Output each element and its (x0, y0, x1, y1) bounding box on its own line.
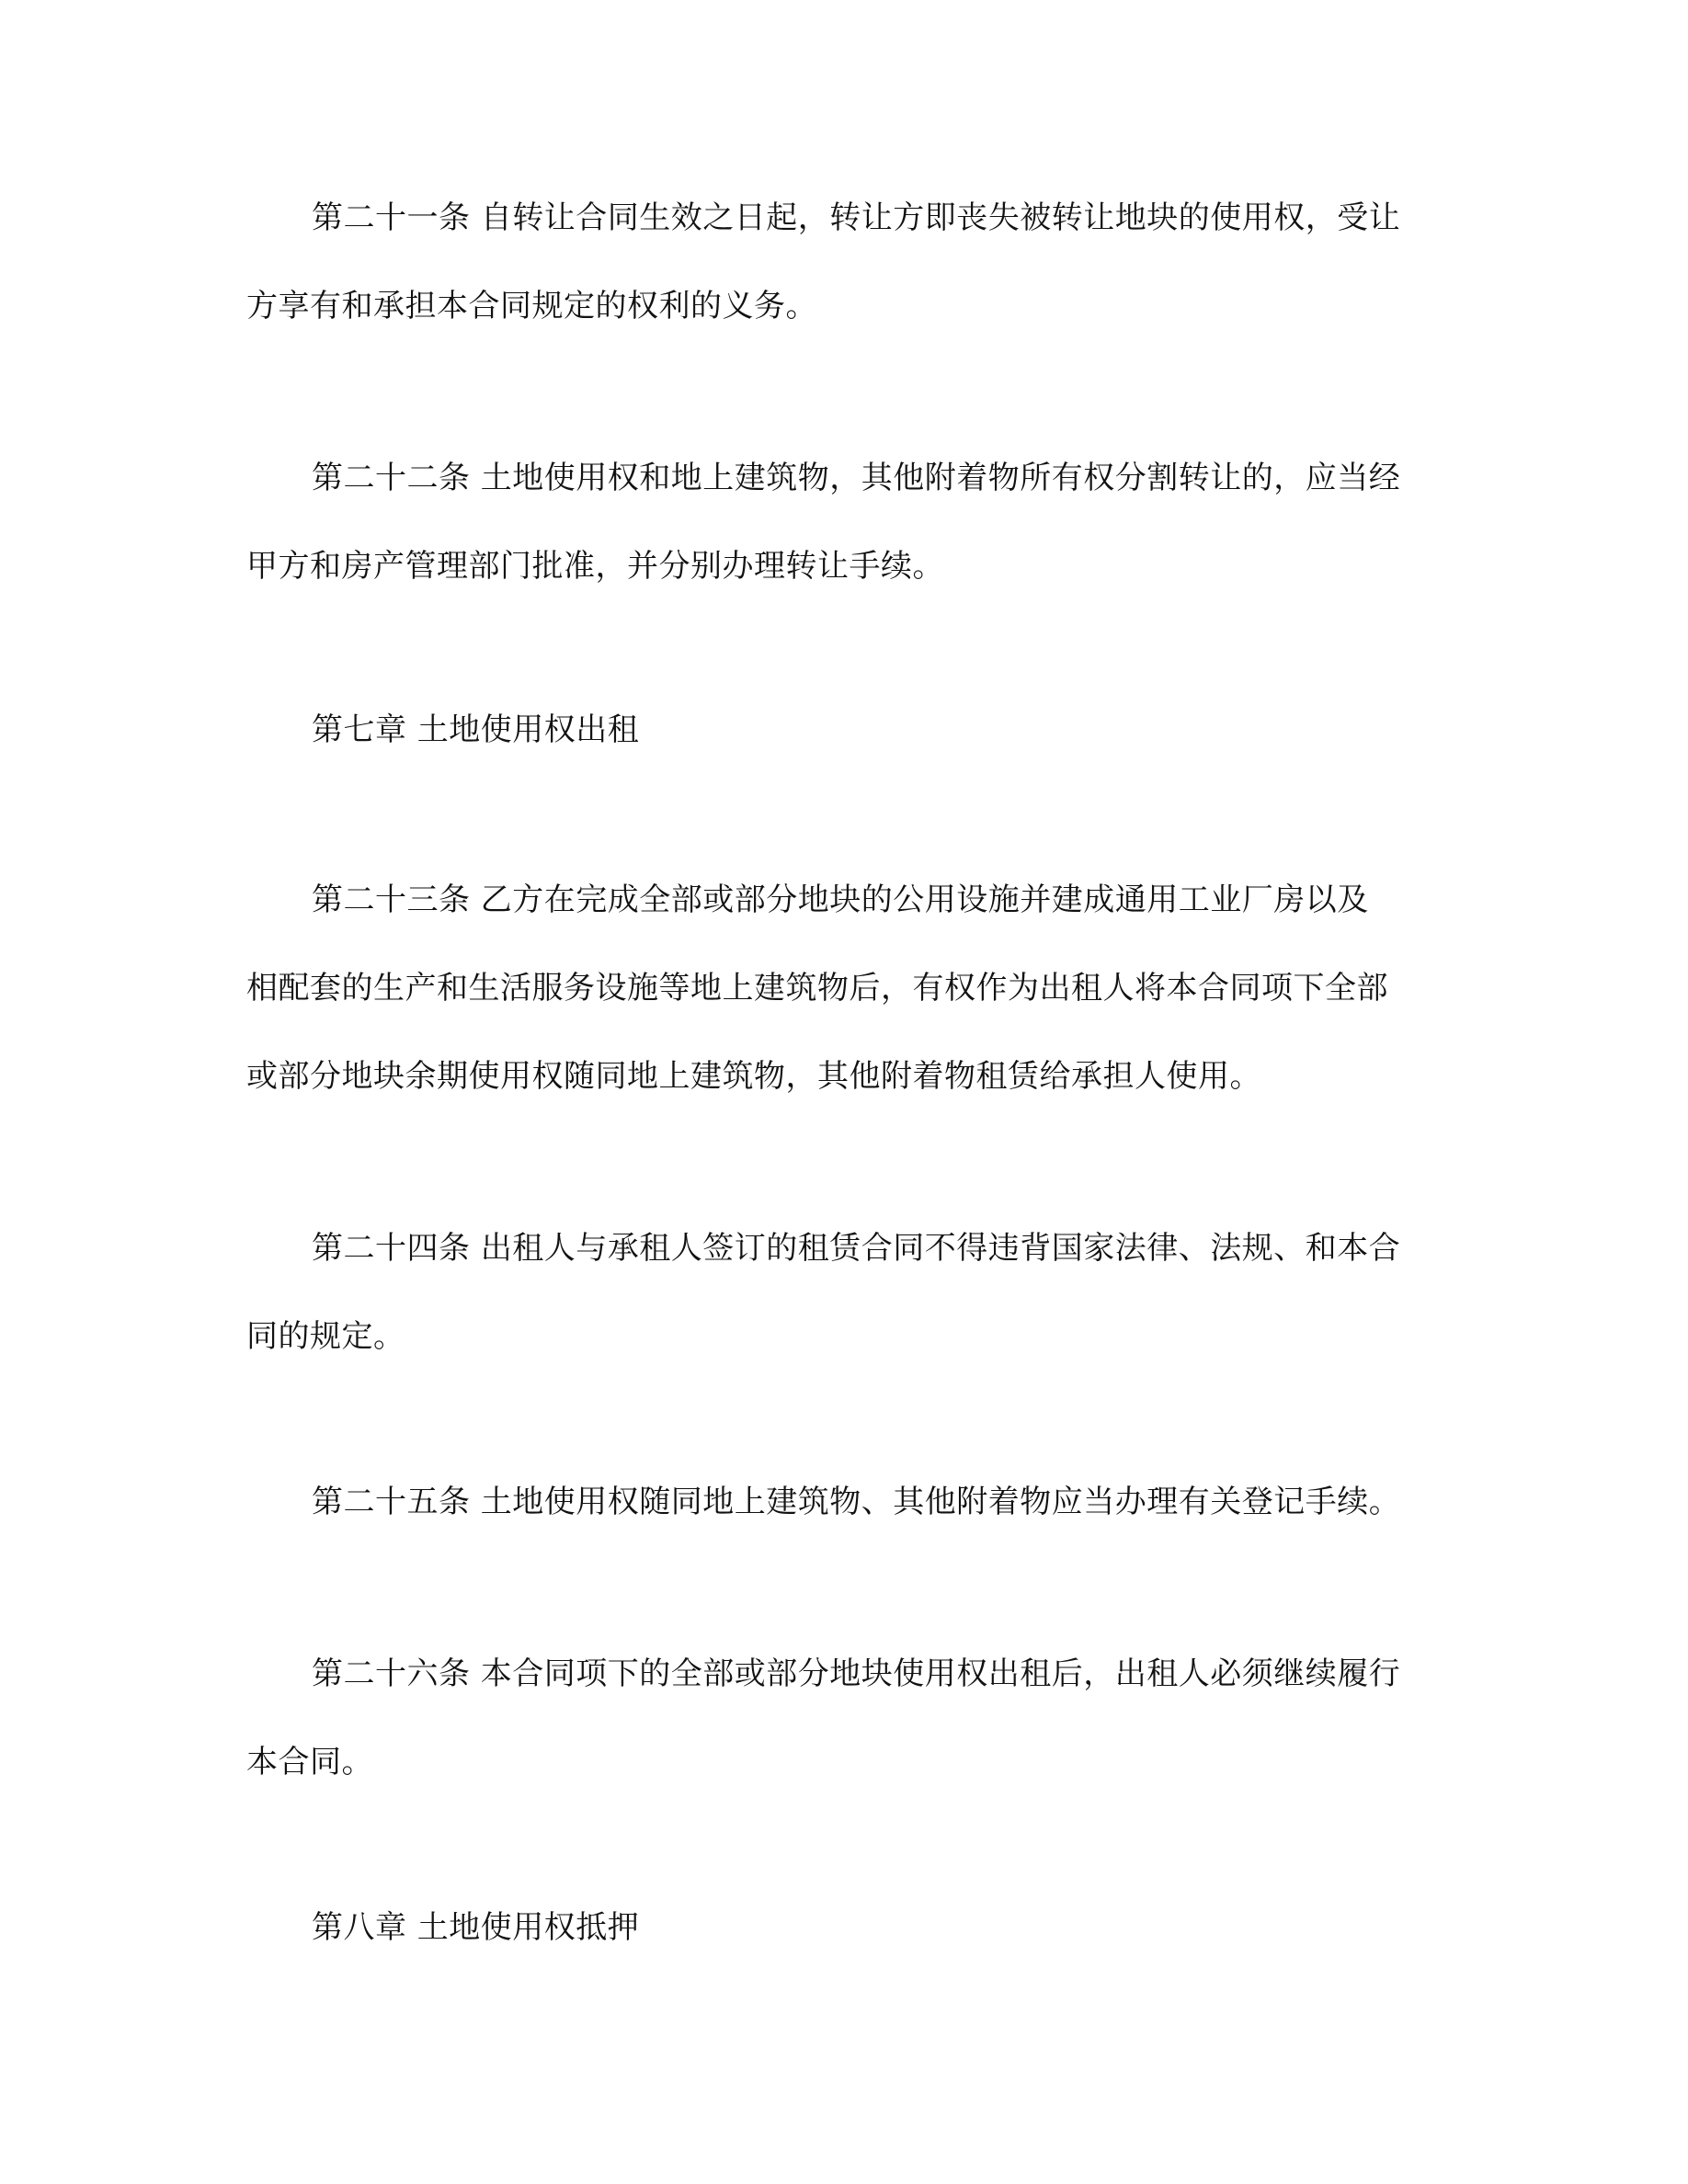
article-22-line-2: 甲方和房产管理部门批准，并分别办理转让手续。 (246, 548, 944, 585)
article-26-line-2: 本合同。 (246, 1744, 373, 1780)
article-23-line-3: 或部分地块余期使用权随同地上建筑物，其他附着物租赁给承担人使用。 (246, 1058, 1261, 1095)
article-22-line-1: 第二十二条 土地使用权和地上建筑物，其他附着物所有权分割转让的，应当经 (312, 460, 1401, 496)
article-24-line-2: 同的规定。 (246, 1318, 405, 1355)
chapter-7-heading: 第七章 土地使用权出租 (312, 711, 640, 748)
article-23-line-1: 第二十三条 乙方在完成全部或部分地块的公用设施并建成通用工业厂房以及 (312, 882, 1369, 918)
article-23-line-2: 相配套的生产和生活服务设施等地上建筑物后，有权作为出租人将本合同项下全部 (246, 970, 1388, 1007)
article-25-line-1: 第二十五条 土地使用权随同地上建筑物、其他附着物应当办理有关登记手续。 (312, 1484, 1401, 1520)
article-21-line-1: 第二十一条 自转让合同生效之日起，转让方即丧失被转让地块的使用权，受让 (312, 199, 1401, 236)
article-26-line-1: 第二十六条 本合同项下的全部或部分地块使用权出租后，出租人必须继续履行 (312, 1655, 1401, 1692)
chapter-8-heading: 第八章 土地使用权抵押 (312, 1909, 640, 1946)
article-24-line-1: 第二十四条 出租人与承租人签订的租赁合同不得违背国家法律、法规、和本合 (312, 1230, 1401, 1267)
article-21-line-2: 方享有和承担本合同规定的权利的义务。 (246, 288, 817, 324)
